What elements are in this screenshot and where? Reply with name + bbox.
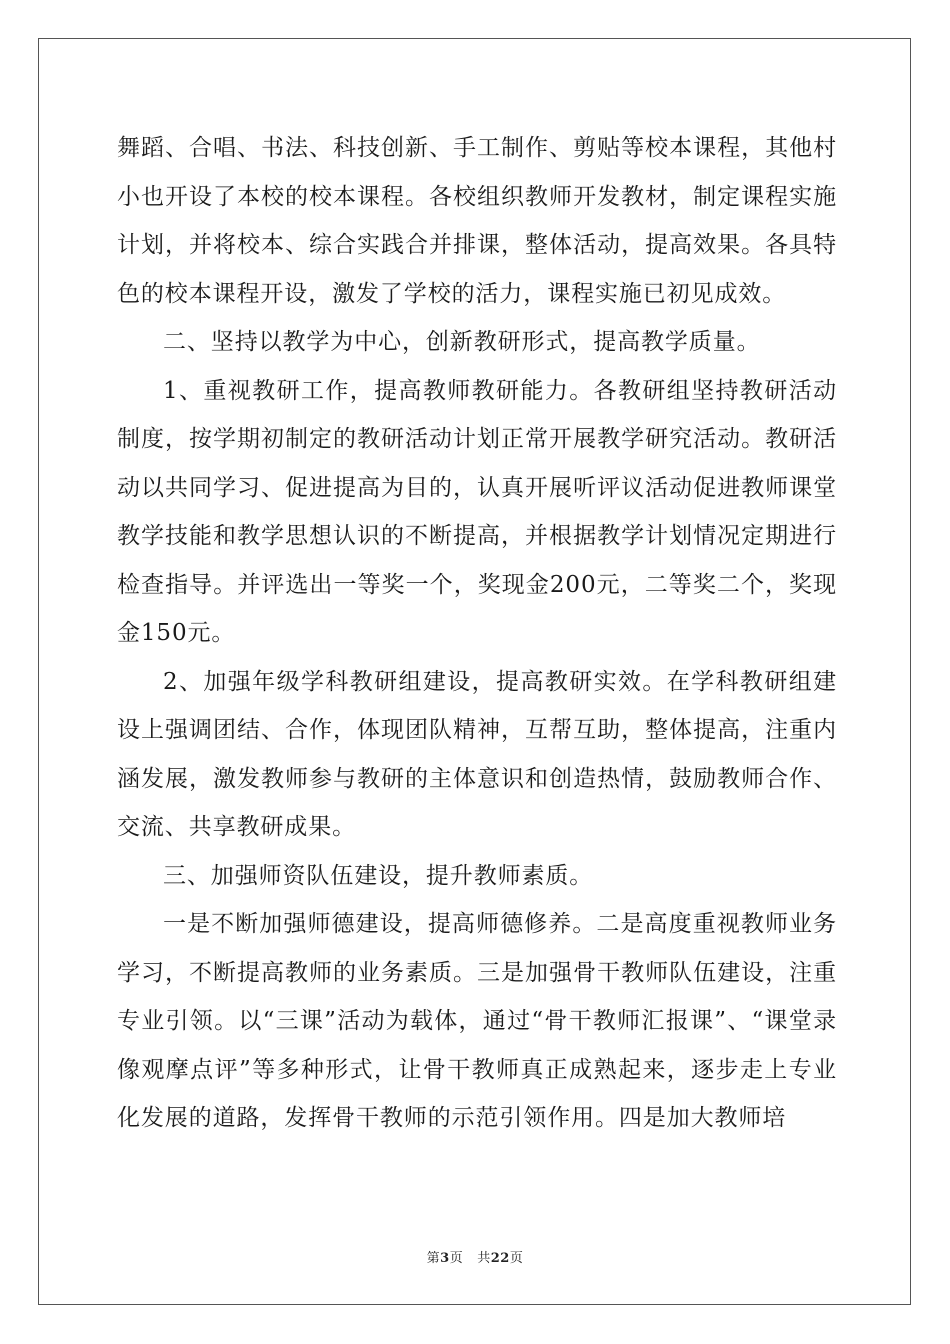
heading-section-2: 二、坚持以教学为中心，创新教研形式，提高教学质量。: [163, 329, 761, 355]
paragraph-2-2: 2、加强年级学科教研组建设，提高教研实效。在学科教研组建设上强调团结、合作，体现团队精神，互帮互助，整体提高，注重内涵发展，激发教师参与教研的主体意识和创造热情，鼓励教师合作、交流、共享教研成果。: [117, 668, 837, 840]
page-footer: [0, 1247, 950, 1266]
heading-section-3: 三、加强师资队伍建设，提升教师素质。: [163, 862, 594, 889]
total-prefix: 共: [477, 1251, 491, 1266]
page-number: 3: [440, 1251, 450, 1266]
paragraph-1: 舞蹈、合唱、书法、科技创新、手工制作、剪贴等校本课程，其他村小也开设了本校的校本课程。各校组织教师开发教材，制定课程实施计划，并将校本、综合实践合并排课，整体活动，提高效果。各具特色的校本课程开设，激发了学校的活力，课程实施已初见成效。: [117, 135, 837, 307]
page-prefix: 第: [426, 1251, 441, 1266]
document-body: [117, 124, 837, 1143]
paragraph-3-1: 一是不断加强师德建设，提高师德修养。二是高度重视教师业务学习，不断提高教师的业务素质。三是加强骨干教师队伍建设，注重专业引领。以“三课”活动为载体，通过“骨干教师汇报课”、“课堂录像观摩点评”等多种形式，让骨干教师真正成熟起来，逐步走上专业化发展的道路，发挥骨干教师的示范引领作用。四是加大教师培: [117, 911, 837, 1131]
total-pages: 22: [490, 1251, 510, 1266]
paragraph-2-1: 1、重视教研工作，提高教师教研能力。各教研组坚持教研活动制度，按学期初制定的教研活动计划正常开展教学研究活动。教研活动以共同学习、促进提高为目的，认真开展听评议活动促进教师课堂教学技能和教学思想认识的不断提高，并根据教学计划情况定期进行检查指导。并评选出一等奖一个，奖现金200元，二等奖二个，奖现金150元。: [117, 377, 837, 646]
total-suffix: 页: [509, 1251, 524, 1266]
page-suffix: 页: [449, 1251, 464, 1266]
